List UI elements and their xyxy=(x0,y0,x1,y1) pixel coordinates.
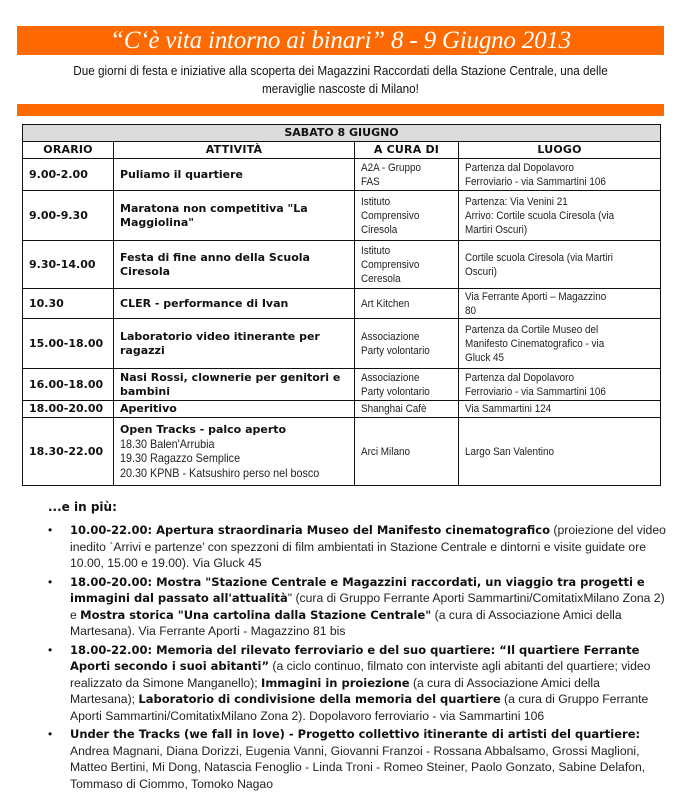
extras-list xyxy=(48,522,668,794)
table-row xyxy=(23,241,661,289)
event-subtitle xyxy=(40,62,642,98)
column-header-row xyxy=(23,142,661,159)
bold-segment: 18.00-22.00: Memoria del rilevato ferroviario e del suo quartiere: “Il quartiere Ferrante Aporti secondo i suoi abitanti” xyxy=(70,642,640,673)
activity-cell: Puliamo il quartiere xyxy=(114,159,355,191)
bold-segment: Laboratorio di condivisione della memoria del quartiere xyxy=(138,692,501,706)
activity-cell: Open Tracks - palco aperto 18.30 Balen'Arrubia 19.30 Ragazzo Semplice 20.30 KPNB - Katsushiro perso nel bosco xyxy=(114,418,355,486)
curator-cell: Shanghai Cafè xyxy=(355,401,459,418)
bullet-icon: • xyxy=(48,574,53,589)
column-header-activity: ATTIVITÀ xyxy=(114,142,355,159)
list-item xyxy=(48,726,668,792)
schedule-table xyxy=(22,124,661,486)
table-row xyxy=(23,319,661,369)
curator-cell: A2A - Gruppo FAS xyxy=(355,159,459,191)
place-cell: Partenza dal Dopolavoro Ferroviario - via Sammartini 106 xyxy=(459,159,661,191)
curator-cell: Arci Milano xyxy=(355,418,459,486)
text-segment: (a ciclo continuo, filmato con interviste agli abitanti del quartiere; video realizzato da Simone Manganello); xyxy=(70,659,651,690)
time-cell: 18.30-22.00 xyxy=(23,418,114,486)
table-row xyxy=(23,191,661,241)
extras-heading: ...e in più: xyxy=(48,500,117,514)
text-segment: Andrea Magnani, Diana Dorizzi, Eugenia Vanni, Giovanni Franzoi - Rossana Abbalsamo, Grossi Maglioni, Matteo Bertini, Mi Dong, Natascia Fenoglio - Linda Troni - Romeo Steiner, Paolo Gonzato, Sabine Delafon, Tommaso di Ciommo, Tomoko Nagao xyxy=(70,743,646,791)
bold-segment: Under the Tracks (we fall in love) - Progetto collettivo itinerante di artisti del quartiere: xyxy=(70,727,641,741)
item-text xyxy=(70,643,650,723)
text-segment: " (cura di Gruppo Ferrante Aporti Sammartini/ComitatixMilano Zona 2) e xyxy=(70,591,665,622)
table-row xyxy=(23,418,661,486)
table-row xyxy=(23,401,661,418)
list-item xyxy=(48,574,668,640)
time-cell: 16.00-18.00 xyxy=(23,369,114,401)
column-header-place: LUOGO xyxy=(459,142,661,159)
activity-cell: Maratona non competitiva "La Maggiolina" xyxy=(114,191,355,241)
time-cell: 15.00-18.00 xyxy=(23,319,114,369)
activity-cell: Laboratorio video itinerante per ragazzi xyxy=(114,319,355,369)
day-label: SABATO 8 GIUGNO xyxy=(23,125,661,142)
bold-segment: 18.00-20.00: Mostra "Stazione Centrale e Magazzini raccordati, un viaggio tra progetti e immagini dal passato all'attualità xyxy=(70,574,645,605)
place-cell: Via Ferrante Aporti – Magazzino 80 xyxy=(459,289,661,319)
item-text xyxy=(70,575,665,639)
performer-line: 19.30 Ragazzo Semplice xyxy=(120,451,241,466)
bold-segment: Mostra storica "Una cartolina dalla Stazione Centrale" xyxy=(80,607,432,622)
column-header-curator: A CURA DI xyxy=(355,142,459,159)
orange-divider xyxy=(17,104,664,116)
table-row xyxy=(23,159,661,191)
column-header-time: ORARIO xyxy=(23,142,114,159)
activity-cell: CLER - performance di Ivan xyxy=(114,289,355,319)
place-cell: Largo San Valentino xyxy=(459,418,661,486)
list-item xyxy=(48,642,668,725)
activity-cell: Aperitivo xyxy=(114,401,355,418)
text-segment: (a cura di Associazione Amici della Martesana). Via Ferrante Aporti - Magazzino 81 bis xyxy=(70,607,622,638)
place-cell: Partenza: Via Venini 21 Arrivo: Cortile scuola Ciresola (via Martiri Oscuri) xyxy=(459,191,661,241)
time-cell: 9.00-9.30 xyxy=(23,191,114,241)
place-cell: Partenza da Cortile Museo del Manifesto Cinematografico - via Gluck 45 xyxy=(459,319,661,369)
curator-cell: Art Kitchen xyxy=(355,289,459,319)
text-segment: (a cura di Associazione Amici della Martesana); xyxy=(70,675,600,706)
time-cell: 10.30 xyxy=(23,289,114,319)
item-text xyxy=(70,523,666,570)
subtitle-line-2: meraviglie nascoste di Milano! xyxy=(262,82,419,96)
curator-cell: Istituto Comprensivo Ciresola xyxy=(355,191,459,241)
table-row xyxy=(23,369,661,401)
event-title-banner xyxy=(17,26,664,55)
place-cell: Partenza dal Dopolavoro Ferroviario - via Sammartini 106 xyxy=(459,369,661,401)
text-segment: (a cura di Gruppo Ferrante Aporti Sammartini/ComitatixMilano Zona 2). Dopolavoro ferroviario - via Sammartini 106 xyxy=(70,692,649,723)
event-title: “C‘è vita intorno ai binari” 8 - 9 Giugno 2013 xyxy=(110,27,571,54)
bold-segment: Immagini in proiezione xyxy=(261,675,410,690)
curator-cell: Associazione Party volontario xyxy=(355,369,459,401)
curator-cell: Associazione Party volontario xyxy=(355,319,459,369)
bullet-icon: • xyxy=(48,523,53,537)
time-cell: 9.00-2.00 xyxy=(23,159,114,191)
performer-line: 18.30 Balen'Arrubia xyxy=(120,436,215,451)
subtitle-line-1: Due giorni di festa e iniziative alla scoperta dei Magazzini Raccordati della Stazione Centrale, una delle xyxy=(73,64,608,78)
bullet-icon: • xyxy=(48,642,53,657)
bold-segment: 10.00-22.00: Apertura straordinaria Museo del Manifesto cinematografico xyxy=(70,523,551,537)
day-header-row xyxy=(23,125,661,142)
bullet-icon: • xyxy=(48,727,53,741)
curator-cell: Istituto Comprensivo Ceresola xyxy=(355,241,459,289)
place-cell: Via Sammartini 124 xyxy=(459,401,661,418)
activity-cell: Festa di fine anno della Scuola Ciresola xyxy=(114,241,355,289)
text-segment: (proiezione del video inedito `Arrivi e partenze’ con spezzoni di film ambientati in Stazione Centrale e dintorni e visite guidate ore 10.00, 15.00 e 19.00). Via Gluck 45 xyxy=(70,523,666,570)
time-cell: 9.30-14.00 xyxy=(23,241,114,289)
item-text xyxy=(70,727,645,791)
activity-cell: Nasi Rossi, clownerie per genitori e bambini xyxy=(114,369,355,401)
place-cell: Cortile scuola Ciresola (via Martiri Oscuri) xyxy=(459,241,661,289)
performer-line: 20.30 KPNB - Katsushiro perso nel bosco xyxy=(120,465,320,480)
time-cell: 18.00-20.00 xyxy=(23,401,114,418)
table-row xyxy=(23,289,661,319)
list-item xyxy=(48,522,668,572)
